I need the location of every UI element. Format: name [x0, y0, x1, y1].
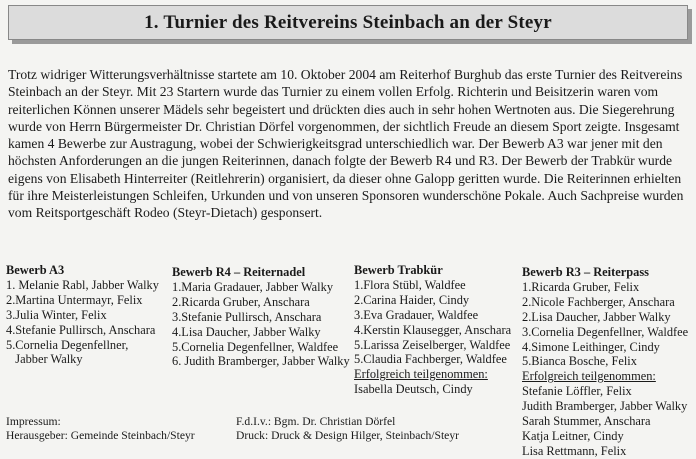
footer-impressum	[6, 415, 195, 443]
list-item: 4.Stefanie Pullirsch, Anschara	[6, 322, 156, 337]
list-item: 4.Lisa Daucher, Jabber Walky	[172, 324, 321, 339]
responsible-line: F.d.I.v.: Bgm. Dr. Christian Dörfel	[236, 415, 396, 428]
list-item: 5.Cornelia Degenfellner,	[6, 337, 129, 352]
results-column-r4	[172, 265, 350, 369]
list-item: 2.Carina Haider, Cindy	[354, 292, 470, 307]
list-item: 5.Claudia Fachberger, Waldfee	[354, 352, 507, 367]
list-item: Katja Leitner, Cindy	[522, 428, 624, 443]
list-item: 2.Martina Untermayr, Felix	[6, 292, 143, 307]
footer-credits	[236, 415, 459, 443]
list-item: Judith Bramberger, Jabber Walky	[522, 399, 688, 414]
column-heading: Bewerb Trabkür	[354, 263, 443, 277]
publisher-line: Herausgeber: Gemeinde Steinbach/Steyr	[6, 429, 195, 442]
list-item: 2.Nicole Fachberger, Anschara	[522, 294, 675, 309]
list-item: Stefanie Löffler, Felix	[522, 384, 632, 399]
list-item: 5.Cornelia Degenfellner, Waldfee	[172, 339, 339, 354]
list-item: Lisa Rettmann, Felix	[522, 443, 627, 458]
list-item: 1.Maria Gradauer, Jabber Walky	[172, 279, 334, 294]
results-column-trabkuer	[354, 263, 511, 397]
list-item: Jabber Walky	[6, 352, 83, 367]
list-item: 4.Kerstin Klausegger, Anschara	[354, 322, 512, 337]
column-heading: Bewerb R3 – Reiterpass	[522, 265, 649, 279]
list-item: Sarah Stummer, Anschara	[522, 414, 651, 429]
printer-line: Druck: Druck & Design Hilger, Steinbach/Steyr	[236, 429, 459, 442]
list-item: 6. Judith Bramberger, Jabber Walky	[172, 354, 350, 369]
list-item: 4.Simone Leithinger, Cindy	[522, 339, 660, 354]
list-item: 2.Lisa Daucher, Jabber Walky	[522, 309, 671, 324]
list-item: 5.Bianca Bosche, Felix	[522, 354, 637, 369]
page-title: 1. Turnier des Reitvereins Steinbach an der Steyr	[144, 11, 552, 33]
participated-heading: Erfolgreich teilgenommen:	[522, 369, 656, 384]
list-item: 3.Julia Winter, Felix	[6, 307, 107, 322]
column-heading: Bewerb A3	[6, 263, 65, 277]
title-box	[8, 5, 688, 40]
intro-paragraph: Trotz widriger Witterungsverhältnisse startete am 10. Oktober 2004 am Reiterhof Burghub das erste Turnier des Reitvereins Steinbach an der Steyr. Mit 23 Startern wurde das Turnier zu einem vollen Erfolg. Richterin und Beisitzerin waren vom reiterlichen Können unserer Mädels sehr begeistert und drückten dies auch in sehr hohen Wertnoten aus. Die Siegerehrung wurde von Herrn Bürgermeister Dr. Christian Dörfel vorgenommen, der sichtlich Freude an diesem Sport zeigte. Insgesamt kamen 4 Bewerbe zur Austragung, wobei der Schwierigkeitsgrad unterschiedlich war. Der Bewerb A3 war jener mit den höchsten Anforderungen an die jungen Reiterinnen, danach folgte der Bewerb R4 und R3. Der Bewerb der Trabkür wurde eigens von Elisabeth Hinterreiter (Reitlehrerin) organisiert, da dieser ohne Galopp geritten wurde. Die Reiterinnen erhielten für ihre Meisterleistungen Schleifen, Urkunden und von unseren Sponsoren wunderschöne Pokale. Auch Sachpreise wurden vom Reitsportgeschäft Rodeo (Steyr-Dietach) gesponsert.	[8, 67, 684, 221]
list-item: Isabella Deutsch, Cindy	[354, 382, 473, 397]
list-item: 1.Flora Stübl, Waldfee	[354, 277, 466, 292]
list-item: 3.Cornelia Degenfellner, Waldfee	[522, 324, 689, 339]
column-heading: Bewerb R4 – Reiternadel	[172, 265, 306, 279]
list-item: 3.Eva Gradauer, Waldfee	[354, 307, 479, 322]
impressum-label: Impressum:	[6, 415, 61, 428]
results-column-a3	[6, 263, 159, 367]
list-item: 3.Stefanie Pullirsch, Anschara	[172, 309, 322, 324]
results-column-r3	[522, 265, 688, 459]
participated-heading: Erfolgreich teilgenommen:	[354, 367, 488, 382]
list-item: 2.Ricarda Gruber, Anschara	[172, 294, 310, 309]
list-item: 1. Melanie Rabl, Jabber Walky	[6, 277, 159, 292]
list-item: 1.Ricarda Gruber, Felix	[522, 279, 640, 294]
list-item: 5.Larissa Zeiselberger, Waldfee	[354, 337, 511, 352]
